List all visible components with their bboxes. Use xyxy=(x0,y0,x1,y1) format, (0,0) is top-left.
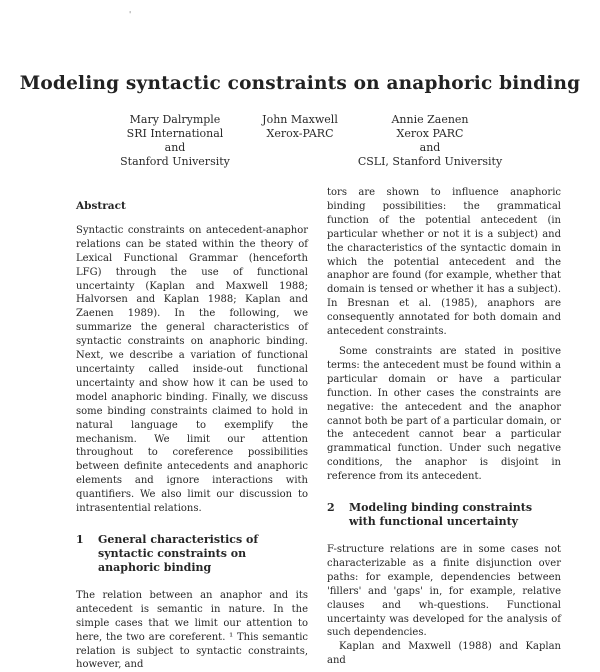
author-zaenen xyxy=(355,113,505,169)
author-affiliation: Xerox PARC xyxy=(396,127,464,140)
section-1-heading xyxy=(76,533,308,575)
author-affiliation: Stanford University xyxy=(120,155,230,168)
corner-mark: ' xyxy=(129,10,132,19)
section-2-body: Kaplan and Maxwell (1988) and Kaplan and xyxy=(327,641,561,667)
author-name: John Maxwell xyxy=(262,113,338,126)
author-name: Annie Zaenen xyxy=(391,113,469,126)
body-paragraph: Some constraints are stated in positive terms: the antecedent must be found within a particular domain or have a particular function. In other cases the constraints are negative: the antecedent and the anaphor cannot both be part of a particular domain, or the antecedent cannot bear a particular grammatical function. Under such negative conditions, the anaphor is disjoint in reference from its antecedent. xyxy=(327,345,561,483)
author-affiliation: SRI International xyxy=(126,127,224,140)
author-name: Mary Dalrymple xyxy=(129,113,221,126)
section-number: 2 xyxy=(327,501,335,515)
section-number: 1 xyxy=(76,532,84,546)
abstract-heading: Abstract xyxy=(76,200,126,212)
author-affiliation-conjunction: and xyxy=(164,141,186,154)
section-2-body: F-structure relations are in some cases not characterizable as a finite disjunction over paths: for example, dependencies between 'fillers' and 'gaps' in, for example, relative clauses and wh-questions. Functional uncertainty was developed for the analysis of such dependencies. xyxy=(327,544,561,639)
abstract-body: Syntactic constraints on antecedent-anaphor relations can be stated within the theory of Lexical Functional Grammar (henceforth LFG) through the use of functional uncertainty (Kaplan and Maxwell 1988; Halvorsen and Kaplan 1988; Kaplan and Zaenen 1989). In the following, we summarize the general characteristics of syntactic constraints on anaphoric binding. Next, we describe a variation of functional uncertainty called inside-out functional uncertainty and show how it can be used to model anaphoric binding. Finally, we discuss some binding constraints claimed to hold in natural language to exemplify the mechanism. We limit our attention throughout to coreference possibilities between definite antecedents and anaphoric elements and ignore interactions with quantifiers. We also limit our discussion to intrasentential relations. xyxy=(76,224,308,515)
section-title: General characteristics of syntactic constraints on anaphoric binding xyxy=(98,532,259,574)
section-2-heading xyxy=(327,501,561,529)
author-maxwell xyxy=(240,113,360,141)
section-title: Modeling binding constraints with functional uncertainty xyxy=(349,501,533,529)
author-dalrymple xyxy=(110,113,240,169)
paper-title: Modeling syntactic constraints on anaphoric binding xyxy=(19,73,581,94)
section-1-body: The relation between an anaphor and its antecedent is semantic in nature. In the simple cases that we limit our attention to here, the two are coreferent. ¹ This semantic relation is subject to syntactic constraints, however, and xyxy=(76,589,308,671)
author-affiliation: CSLI, Stanford University xyxy=(357,155,503,168)
left-column xyxy=(76,200,308,672)
body-paragraph: tors are shown to influence anaphoric binding possibilities: the grammatical function of the potential antecedent (in particular whether or not it is a subject) and the characteristics of the syntactic domain in which the potential antecedent and the anaphor are found (for example, whether that domain is tensed or whether it has a subject). In Bresnan et al. (1985), anaphors are consequently annotated for both domain and antecedent constraints. xyxy=(327,187,561,338)
author-affiliation-conjunction: and xyxy=(419,141,441,154)
right-column xyxy=(327,186,561,668)
author-affiliation: Xerox-PARC xyxy=(266,127,334,140)
